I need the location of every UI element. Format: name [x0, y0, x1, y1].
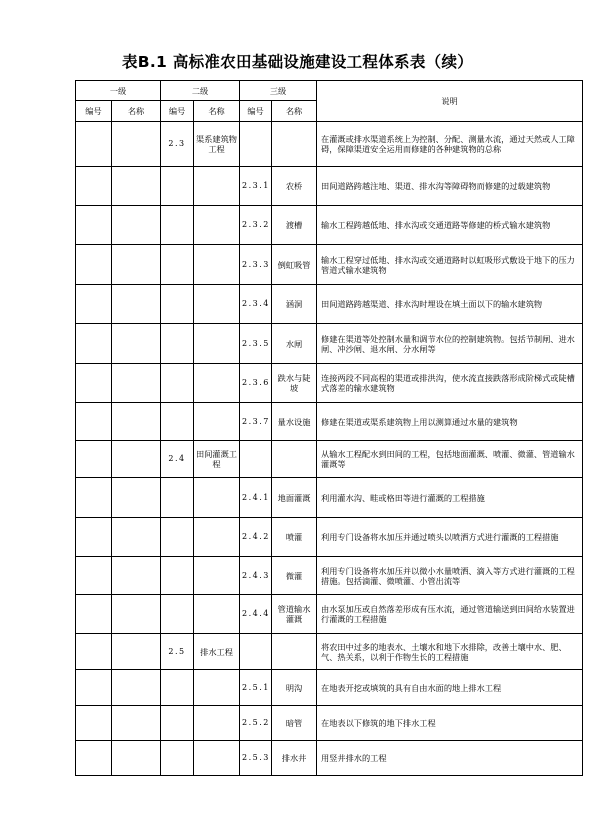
l3-code-cell — [240, 441, 272, 478]
l1-code-cell — [76, 245, 112, 285]
header-l2-code: 编号 — [161, 101, 194, 122]
l1-name-cell — [112, 206, 161, 245]
l1-code-cell — [76, 167, 112, 206]
l1-code-cell — [76, 595, 112, 634]
l1-code-cell — [76, 706, 112, 741]
l3-code-cell: 2.5.3 — [240, 741, 272, 776]
l2-name-cell — [194, 478, 240, 518]
description-cell: 利用专门设备将水加压并通过喷头以喷洒方式进行灌溉的工程措施 — [317, 518, 583, 557]
document-title: 表B.1 高标准农田基础设施建设工程体系表（续） — [121, 53, 474, 71]
l1-name-cell — [112, 670, 161, 706]
header-level2: 二级 — [161, 81, 240, 101]
l2-code-cell: 2.3 — [161, 122, 194, 167]
l3-code-cell: 2.3.1 — [240, 167, 272, 206]
l1-name-cell — [112, 403, 161, 441]
l2-code-cell — [161, 670, 194, 706]
l3-name-cell — [272, 122, 317, 167]
l3-code-cell: 2.3.7 — [240, 403, 272, 441]
l2-code-cell — [161, 167, 194, 206]
l1-code-cell — [76, 478, 112, 518]
l1-code-cell — [76, 285, 112, 324]
l1-name-cell — [112, 557, 161, 595]
table-row — [76, 478, 583, 518]
l1-name-cell — [112, 441, 161, 478]
description-cell: 田间道路跨越注地、渠道、排水沟等障碍物而修建的过载建筑物 — [317, 167, 583, 206]
description-cell: 从输水工程配水到田间的工程，包括地面灌溉、喷灌、微灌、管道输水灌溉等 — [317, 441, 583, 478]
l1-name-cell — [112, 595, 161, 634]
l3-name-cell — [272, 441, 317, 478]
header-level3: 三级 — [240, 81, 317, 101]
description-cell: 用竖井排水的工程 — [317, 741, 583, 776]
l1-code-cell — [76, 557, 112, 595]
header-l3-name: 名称 — [272, 101, 317, 122]
table-row — [76, 206, 583, 245]
l2-code-cell — [161, 595, 194, 634]
l1-name-cell — [112, 634, 161, 670]
header-l1-name: 名称 — [112, 101, 161, 122]
table-row — [76, 557, 583, 595]
table-row — [76, 595, 583, 634]
l3-code-cell: 2.4.2 — [240, 518, 272, 557]
description-cell: 在地表开挖或填筑的具有自由水面的地上排水工程 — [317, 670, 583, 706]
description-cell: 将农田中过多的地表水、土壤水和地下水排除，改善土壤中水、肥、气、热关系，以利于作物生长的工程措施 — [317, 634, 583, 670]
l3-name-cell: 倒虹吸管 — [272, 245, 317, 285]
l2-name-cell: 渠系建筑物工程 — [194, 122, 240, 167]
header-description: 说明 — [317, 81, 583, 122]
description-cell: 连接两段不同高程的渠道或排洪沟，使水流直接跌落形成阶梯式或陡槽式落差的输水建筑物 — [317, 364, 583, 403]
l3-name-cell: 管道输水灌溉 — [272, 595, 317, 634]
l1-code-cell — [76, 324, 112, 364]
l2-code-cell — [161, 206, 194, 245]
l2-name-cell — [194, 245, 240, 285]
l3-code-cell: 2.4.4 — [240, 595, 272, 634]
l1-name-cell — [112, 478, 161, 518]
table-row — [76, 634, 583, 670]
l2-code-cell: 2.5 — [161, 634, 194, 670]
l3-name-cell: 喷灌 — [272, 518, 317, 557]
l1-name-cell — [112, 167, 161, 206]
l1-name-cell — [112, 122, 161, 167]
engineering-system-table — [75, 80, 583, 776]
table-row — [76, 518, 583, 557]
l3-code-cell — [240, 634, 272, 670]
l3-code-cell: 2.4.1 — [240, 478, 272, 518]
table-row — [76, 741, 583, 776]
l1-code-cell — [76, 741, 112, 776]
l3-name-cell: 量水设施 — [272, 403, 317, 441]
l3-name-cell: 暗管 — [272, 706, 317, 741]
description-cell: 修建在渠道或渠系建筑物上用以测算通过水量的建筑物 — [317, 403, 583, 441]
l1-name-cell — [112, 518, 161, 557]
l1-code-cell — [76, 403, 112, 441]
l1-code-cell — [76, 634, 112, 670]
l3-name-cell: 排水井 — [272, 741, 317, 776]
l1-code-cell — [76, 518, 112, 557]
header-level1: 一级 — [76, 81, 161, 101]
table-row — [76, 403, 583, 441]
description-cell: 在灌溉或排水渠道系统上为控制、分配、测量水流，通过天然或人工障碍，保障渠道安全运用而修建的各种建筑物的总称 — [317, 122, 583, 167]
table-row — [76, 167, 583, 206]
l3-code-cell: 2.3.5 — [240, 324, 272, 364]
table-body — [76, 122, 583, 776]
table-row — [76, 245, 583, 285]
description-cell: 修建在渠道等处控制水量和调节水位的控制建筑物。包括节制闸、进水闸、冲沙闸、退水闸、分水闸等 — [317, 324, 583, 364]
l3-name-cell: 跌水与陡坡 — [272, 364, 317, 403]
l2-name-cell — [194, 595, 240, 634]
l2-name-cell — [194, 706, 240, 741]
l2-code-cell — [161, 706, 194, 741]
l3-code-cell: 2.5.2 — [240, 706, 272, 741]
l2-name-cell — [194, 167, 240, 206]
header-l3-code: 编号 — [240, 101, 272, 122]
table-row — [76, 364, 583, 403]
l2-name-cell — [194, 364, 240, 403]
l2-name-cell — [194, 741, 240, 776]
l3-code-cell: 2.3.6 — [240, 364, 272, 403]
l2-code-cell: 2.4 — [161, 441, 194, 478]
l1-name-cell — [112, 324, 161, 364]
l3-code-cell: 2.3.3 — [240, 245, 272, 285]
l2-code-cell — [161, 364, 194, 403]
l3-name-cell: 明沟 — [272, 670, 317, 706]
l3-code-cell: 2.3.4 — [240, 285, 272, 324]
l3-name-cell: 水闸 — [272, 324, 317, 364]
description-cell: 由水泵加压或自然落差形成有压水流，通过管道输送到田间给水装置进行灌溉的工程措施 — [317, 595, 583, 634]
l2-code-cell — [161, 285, 194, 324]
table-row — [76, 285, 583, 324]
l2-name-cell — [194, 324, 240, 364]
l2-code-cell — [161, 245, 194, 285]
table-row — [76, 670, 583, 706]
l3-name-cell: 涵洞 — [272, 285, 317, 324]
l1-name-cell — [112, 364, 161, 403]
table-row — [76, 324, 583, 364]
l2-name-cell — [194, 557, 240, 595]
l1-name-cell — [112, 245, 161, 285]
l1-code-cell — [76, 364, 112, 403]
l3-name-cell: 渡槽 — [272, 206, 317, 245]
description-cell: 利用专门设备将水加压并以微小水量喷洒、滴入等方式进行灌溉的工程措施。包括滴灌、微喷灌、小管出流等 — [317, 557, 583, 595]
table-row — [76, 706, 583, 741]
l2-name-cell — [194, 403, 240, 441]
l3-name-cell: 农桥 — [272, 167, 317, 206]
l2-name-cell — [194, 285, 240, 324]
l2-name-cell — [194, 518, 240, 557]
description-cell: 输水工程跨越低地、排水沟或交通道路等修建的桥式输水建筑物 — [317, 206, 583, 245]
l2-code-cell — [161, 324, 194, 364]
l1-code-cell — [76, 206, 112, 245]
table-row — [76, 122, 583, 167]
description-cell: 在地表以下修筑的地下排水工程 — [317, 706, 583, 741]
description-cell: 利用灌水沟、畦或格田等进行灌溉的工程措施 — [317, 478, 583, 518]
l1-name-cell — [112, 285, 161, 324]
table-row — [76, 441, 583, 478]
l1-code-cell — [76, 670, 112, 706]
header-l2-name: 名称 — [194, 101, 240, 122]
l3-code-cell — [240, 122, 272, 167]
l2-code-cell — [161, 478, 194, 518]
l1-name-cell — [112, 706, 161, 741]
description-cell: 输水工程穿过低地、排水沟或交通道路时以虹吸形式敷设于地下的压力管道式输水建筑物 — [317, 245, 583, 285]
l2-code-cell — [161, 741, 194, 776]
l2-name-cell — [194, 670, 240, 706]
l1-name-cell — [112, 741, 161, 776]
l1-code-cell — [76, 441, 112, 478]
l2-name-cell: 排水工程 — [194, 634, 240, 670]
description-cell: 田间道路跨越渠道、排水沟时埋设在填土面以下的输水建筑物 — [317, 285, 583, 324]
l2-name-cell: 田间灌溉工程 — [194, 441, 240, 478]
l2-name-cell — [194, 206, 240, 245]
l2-code-cell — [161, 518, 194, 557]
l3-code-cell: 2.3.2 — [240, 206, 272, 245]
l2-code-cell — [161, 557, 194, 595]
l2-code-cell — [161, 403, 194, 441]
l1-code-cell — [76, 122, 112, 167]
l3-name-cell: 地面灌溉 — [272, 478, 317, 518]
l3-name-cell — [272, 634, 317, 670]
l3-code-cell: 2.5.1 — [240, 670, 272, 706]
l3-name-cell: 微灌 — [272, 557, 317, 595]
l3-code-cell: 2.4.3 — [240, 557, 272, 595]
header-l1-code: 编号 — [76, 101, 112, 122]
